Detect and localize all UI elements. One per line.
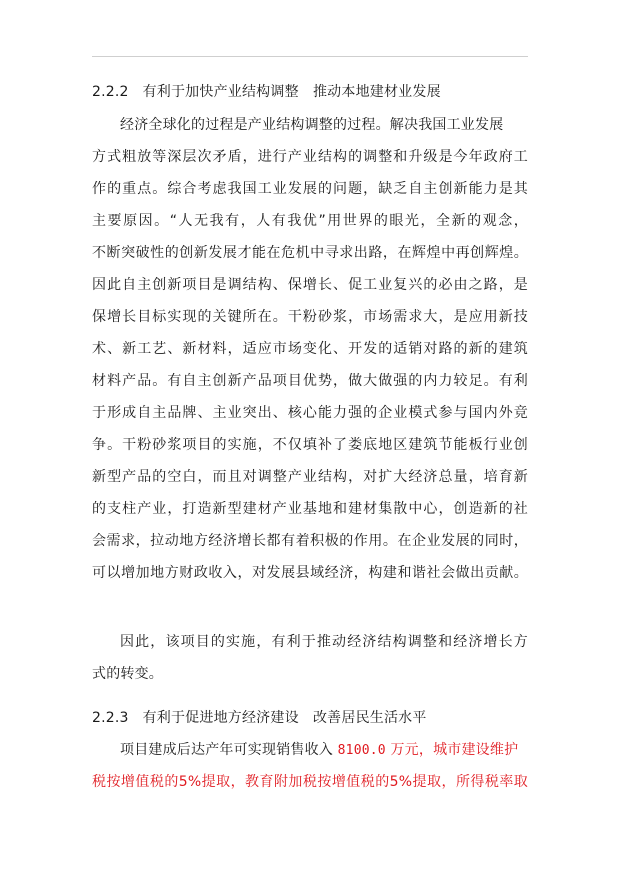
text-line: 新型产品的空白，而且对调整产业结构，对扩大经济总量，培育新: [92, 469, 528, 485]
text-line: 材料产品。有自主创新产品项目优势，做大做强的内力较足。有利: [92, 373, 528, 389]
text-line: 会需求，拉动地方经济增长都有着积极的作用。在企业发展的同时，: [92, 533, 528, 549]
text-black: 项目建成后达产年可实现销售收入: [120, 742, 333, 758]
header-rule: [92, 56, 528, 57]
text-line: 作的重点。综合考虑我国工业发展的问题，缺乏自主创新能力是其: [92, 181, 528, 197]
text-line: 保增长目标实现的关键所在。干粉砂浆，市场需求大，是应用新技: [92, 309, 528, 325]
text-line: 术、新工艺、新材料，适应市场变化、开发的适销对路的新的建筑: [92, 341, 528, 357]
text-line: 方式粗放等深层次矛盾，进行产业结构的调整和升级是今年政府工: [92, 149, 528, 165]
text-line: [120, 740, 518, 761]
text-line: 经济全球化的过程是产业结构调整的过程。解决我国工业发展: [120, 117, 504, 133]
text-line: 可以增加地方财政收入，对发展县域经济，构建和谐社会做出贡献。: [92, 565, 528, 581]
text-line: 主要原因。“人无我有，人有我优”用世界的眼光，全新的观念，: [92, 213, 528, 229]
section-heading-2-2-2: [92, 82, 441, 102]
text-red: 万元，城市建设维护: [390, 742, 519, 758]
section-number: 2.2.3: [92, 710, 129, 726]
section-number: 2.2.2: [92, 84, 129, 100]
revenue-value: 8100.0: [337, 743, 386, 758]
text-line: 因此，该项目的实施，有利于推动经济结构调整和经济增长方: [120, 634, 528, 650]
section-title: 有利于促进地方经济建设 改善居民生活水平: [142, 710, 427, 726]
text-line: 不断突破性的创新发展才能在危机中寻求出路，在辉煌中再创辉煌。: [92, 245, 528, 261]
text-line: 式的转变。: [92, 666, 163, 682]
section-heading-2-2-3: [92, 708, 427, 728]
text-line: 于形成自主品牌、主业突出、核心能力强的企业模式参与国内外竞: [92, 405, 528, 421]
text-line: 争。干粉砂浆项目的实施，不仅填补了娄底地区建筑节能板行业创: [92, 437, 528, 453]
text-line: 因此自主创新项目是调结构、保增长、促工业复兴的必由之路，是: [92, 277, 528, 293]
text-line: 的支柱产业，打造新型建材产业基地和建材集散中心，创造新的社: [92, 501, 528, 517]
section-title: 有利于加快产业结构调整 推动本地建材业发展: [142, 84, 441, 100]
text-line-red: 税按增值税的5%提取，教育附加税按增值税的5%提取，所得税率取: [92, 774, 528, 790]
